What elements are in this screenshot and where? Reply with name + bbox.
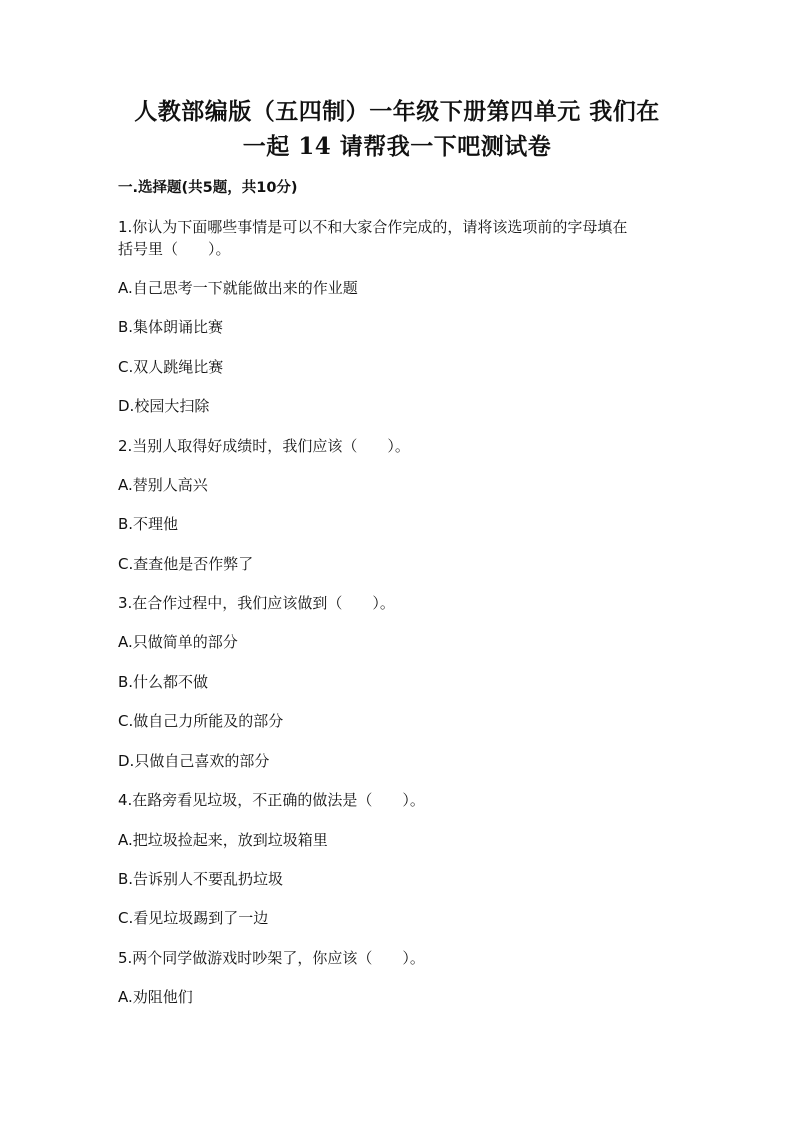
question-3-option-c: C.做自己力所能及的部分 [118,712,284,730]
question-1-stem-line-1: 1.你认为下面哪些事情是可以不和大家合作完成的，请将该选项前的字母填在 [118,218,628,236]
question-3-option-b: B.什么都不做 [118,673,209,691]
question-1-stem-line-2: 括号里（ ）。 [118,240,231,258]
question-4-option-a: A.把垃圾捡起来，放到垃圾箱里 [118,831,328,849]
question-2-option-b: B.不理他 [118,515,179,533]
question-4-stem: 4.在路旁看见垃圾，不正确的做法是（ ）。 [118,791,425,809]
question-1-option-c: C.双人跳绳比赛 [118,358,224,376]
question-1-option-b: B.集体朗诵比赛 [118,318,224,336]
question-1-option-d: D.校园大扫除 [118,397,210,415]
question-3-option-a: A.只做简单的部分 [118,633,238,651]
question-4-option-b: B.告诉别人不要乱扔垃圾 [118,870,284,888]
title-line-2: 一起 14 请帮我一下吧测试卷 [242,133,552,160]
question-2-stem: 2.当别人取得好成绩时，我们应该（ ）。 [118,437,410,455]
page-title [60,94,734,164]
question-5-stem: 5.两个同学做游戏时吵架了，你应该（ ）。 [118,949,425,967]
question-5-option-a: A.劝阻他们 [118,988,193,1006]
section-heading: 一.选择题(共5题，共10分) [118,180,298,196]
question-2-option-c: C.查查他是否作弊了 [118,555,254,573]
question-4-option-c: C.看见垃圾踢到了一边 [118,909,269,927]
question-3-stem: 3.在合作过程中，我们应该做到（ ）。 [118,594,395,612]
question-2-option-a: A.替别人高兴 [118,476,208,494]
question-1-option-a: A.自己思考一下就能做出来的作业题 [118,279,358,297]
question-3-option-d: D.只做自己喜欢的部分 [118,752,270,770]
title-line-1: 人教部编版（五四制）一年级下册第四单元 我们在 [134,98,660,125]
